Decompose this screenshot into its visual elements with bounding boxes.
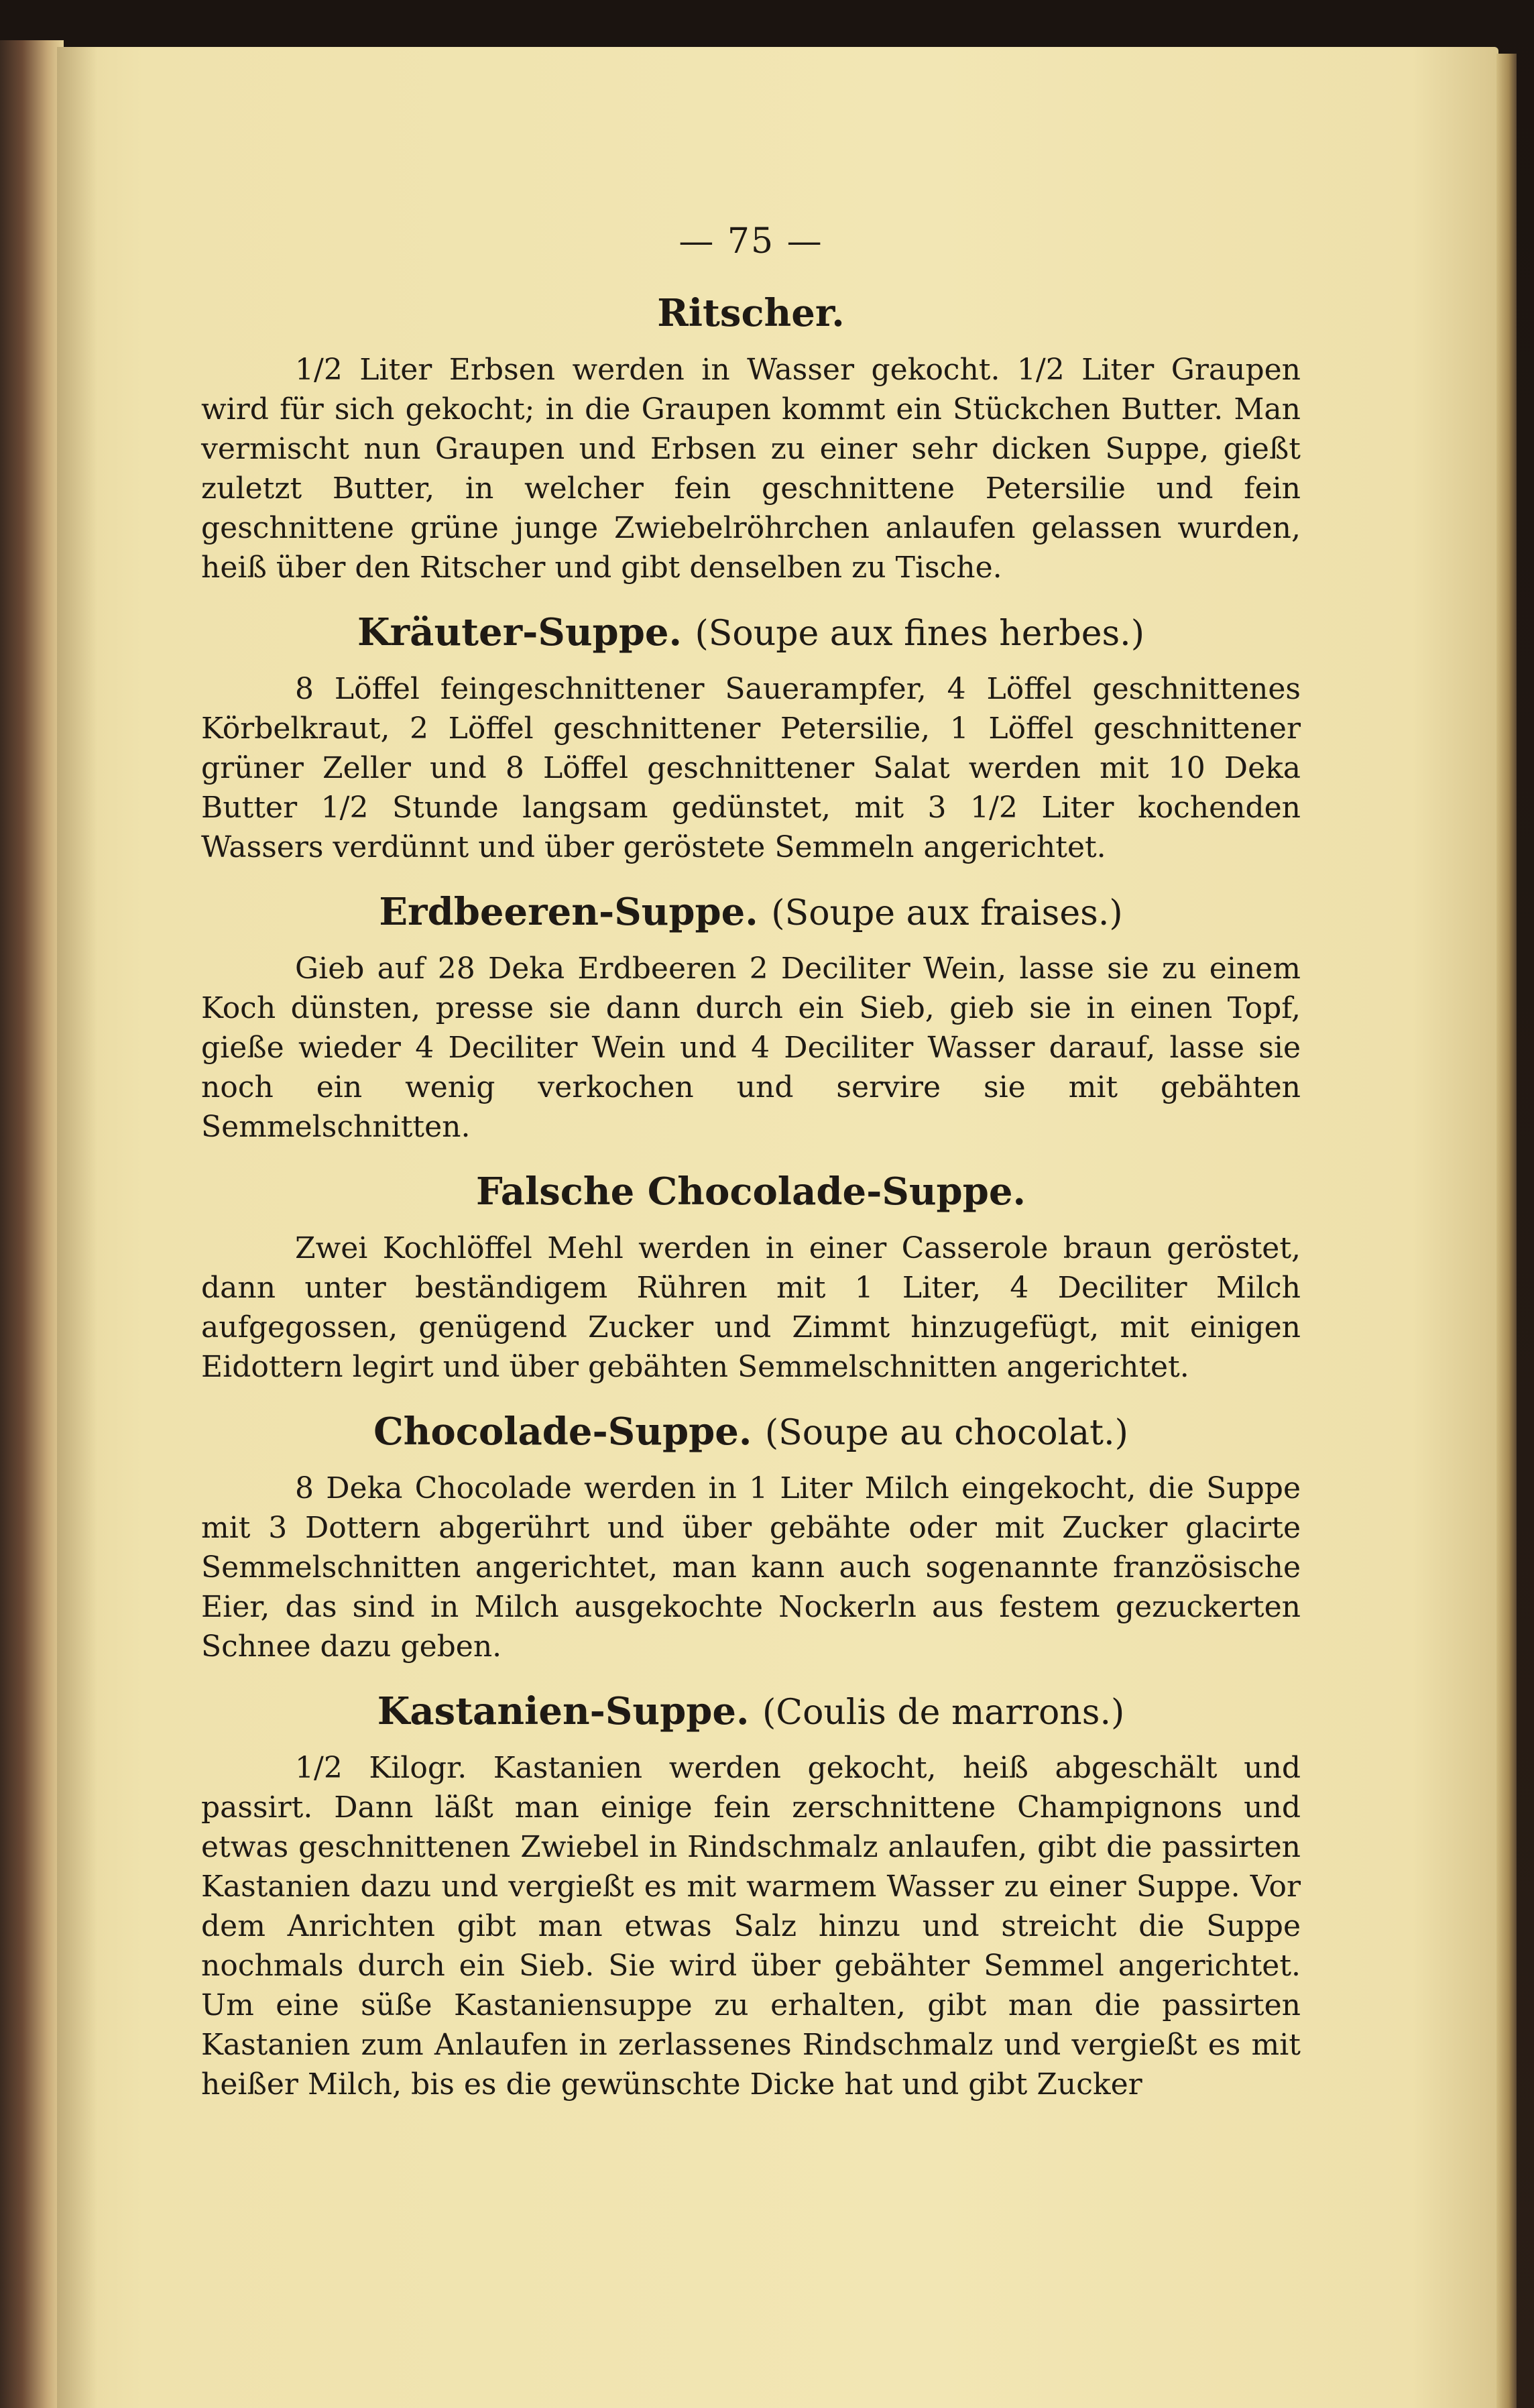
- recipe-subtitle: (Coulis de marrons.): [762, 1693, 1125, 1733]
- page-edge: [1496, 54, 1517, 2408]
- recipe-text: Zwei Kochlöffel Mehl werden in einer Casserole braun geröstet, dann unter beständigem Rühren mit 1 Liter, 4 Deciliter Milch aufgegossen, genügend Zucker und Zimmt hinzugefügt, mit einigen Eidottern legirt und über gebähten Semmelschnitten angerichtet.: [201, 1231, 1301, 1384]
- recipe-title: [201, 890, 1301, 934]
- recipe-falsche-chocolade-suppe: [201, 1169, 1301, 1387]
- recipe-subtitle: (Soupe aux fraises.): [771, 893, 1123, 933]
- recipe-title-text: Falsche Chocolade-Suppe.: [476, 1169, 1026, 1214]
- recipe-title: [201, 1689, 1301, 1733]
- page-number: — 75 —: [678, 221, 823, 262]
- recipe-chocolade-suppe: [201, 1410, 1301, 1666]
- recipe-title: [201, 610, 1301, 654]
- recipe-subtitle: (Soupe aux fines herbes.): [695, 614, 1144, 654]
- recipe-title-text: Erdbeeren-Suppe.: [379, 890, 758, 934]
- recipe-text: 8 Löffel feingeschnittener Sauerampfer, 4 Löffel geschnittenes Körbelkraut, 2 Löffel geschnittener Petersilie, 1 Löffel geschnittener grüner Zeller und 8 Löffel geschnittener Salat werden mit 10 Deka Butter 1/2 Stunde langsam gedünstet, mit 3 1/2 Liter kochenden Wassers verdünnt und über geröstete Semmeln angerichtet.: [201, 672, 1301, 864]
- recipe-title-text: Ritscher.: [657, 291, 845, 335]
- recipe-text: Gieb auf 28 Deka Erdbeeren 2 Deciliter Wein, lasse sie zu einem Koch dünsten, presse sie dann durch ein Sieb, gieb sie in einen Topf, gieße wieder 4 Deciliter Wein und 4 Deciliter Wasser darauf, lasse sie noch ein wenig verkochen und servire sie mit gebähten Semmelschnitten.: [201, 952, 1301, 1144]
- page-content: [201, 221, 1301, 2104]
- recipe-ritscher: [201, 291, 1301, 587]
- recipe-kastanien-suppe: [201, 1689, 1301, 2104]
- spine-shadow: [57, 47, 97, 2408]
- recipe-text: 1/2 Kilogr. Kastanien werden gekocht, heiß abgeschält und passirt. Dann läßt man einige fein zerschnittene Champignons und etwas geschnittenen Zwiebel in Rindschmalz anlaufen, gibt die passirten Kastanien dazu und vergießt es mit warmem Wasser zu einer Suppe. Vor dem Anrichten gibt man etwas Salz hinzu und streicht die Suppe nochmals durch ein Sieb. Sie wird über gebähter Semmel angerichtet. Um eine süße Kastaniensuppe zu erhalten, gibt man die passirten Kastanien zum Anlaufen in zerlassenes Rindschmalz und vergießt es mit heißer Milch, bis es die gewünschte Dicke hat und gibt Zucker: [201, 1751, 1301, 2102]
- recipe-subtitle: (Soupe au chocolat.): [764, 1413, 1128, 1453]
- recipe-title: [201, 1169, 1301, 1214]
- recipe-title-text: Kastanien-Suppe.: [377, 1689, 750, 1733]
- recipe-title-text: Chocolade-Suppe.: [373, 1410, 752, 1454]
- recipe-title: [201, 1410, 1301, 1454]
- recipe-title: [201, 291, 1301, 335]
- recipe-title-text: Kräuter-Suppe.: [357, 610, 682, 654]
- recipe-kraeuter-suppe: [201, 610, 1301, 867]
- recipe-text: 1/2 Liter Erbsen werden in Wasser gekocht. 1/2 Liter Graupen wird für sich gekocht; in die Graupen kommt ein Stückchen Butter. Man vermischt nun Graupen und Erbsen zu einer sehr dicken Suppe, gießt zuletzt Butter, in welcher fein geschnittene Petersilie und fein geschnittene grüne junge Zwiebelröhrchen anlaufen gelassen wurden, heiß über den Ritscher und gibt denselben zu Tische.: [201, 353, 1301, 585]
- book-cover-edge: [0, 40, 64, 2408]
- recipe-erdbeeren-suppe: [201, 890, 1301, 1147]
- recipe-text: 8 Deka Chocolade werden in 1 Liter Milch eingekocht, die Suppe mit 3 Dottern abgerührt und über gebähte oder mit Zucker glacirte Semmelschnitten angerichtet, man kann auch sogenannte französische Eier, das sind in Milch ausgekochte Nockerln aus festem gezuckerten Schnee dazu geben.: [201, 1471, 1301, 1664]
